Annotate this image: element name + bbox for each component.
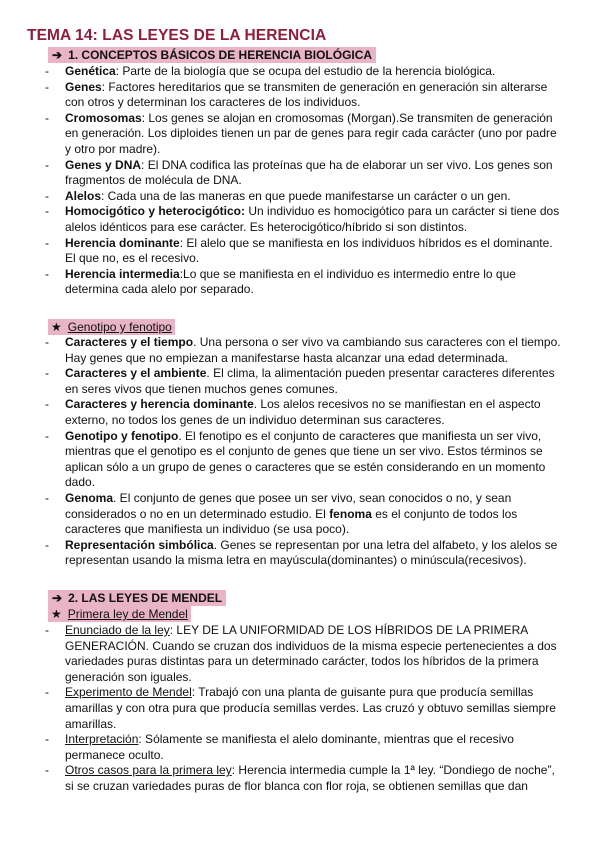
subsection-heading-genotipo (48, 319, 175, 335)
star-icon: ★ (51, 320, 62, 334)
mendel-list (45, 623, 565, 795)
concepts-list (45, 64, 565, 298)
document-title: TEMA 14: LAS LEYES DE LA HERENCIA (27, 27, 327, 44)
section-heading-1 (48, 47, 376, 63)
list-item: - Homocigótico y heterocigótico: Un individuo es homocigótico para un carácter si tiene dos alelos idénticos para ese carácter. Es heterocigótico/híbrido si son distintos. (45, 204, 560, 234)
list-item: - Caracteres y el tiempo. Una persona o ser vivo va cambiando sus caracteres con el tiempo. Hay genes que no empiezan a manifestarse hasta alcanzar una edad determinada. (45, 335, 561, 365)
list-item: - Genoma. El conjunto de genes que posee un ser vivo, sean conocidos o no, y sean considerados o no en un determinado estudio. El fenoma es el conjunto de todos los caracteres que manifiesta un individuo (se usa poco). (45, 490, 518, 537)
list-item: - Genes: Factores hereditarios que se transmiten de generación en generación sin alterarse con otros y determinan los caracteres de los individuos. (45, 79, 548, 110)
list-item: - Herencia dominante: El alelo que se manifiesta en los individuos híbridos es el dominante. El que no, es el recesivo. (45, 235, 553, 266)
list-item: - Genes y DNA: El DNA codifica las proteínas que ha de elaborar un ser vivo. Los genes son fragmentos de molécula de DNA. (45, 157, 553, 188)
list-item: - Herencia intermedia:Lo que se manifiesta en el individuo es intermedio entre lo que determina cada alelo por separado. (45, 266, 516, 297)
section-heading-2 (48, 590, 226, 606)
list-item: - Otros casos para la primera ley: Herencia intermedia cumple la 1ª ley. “Dondiego de noche”, si se cruzan variedades puras de flor blanca con flor roja, se obtienen semillas que dan (45, 763, 555, 793)
list-item: - Experimento de Mendel: Trabajó con una planta de guisante pura que producía semillas amarillas y con otra pura que producía semillas verdes. Las cruzó y obtuvo semillas siempre amarillas. (45, 685, 556, 731)
arrow-icon: ➔ (52, 48, 63, 62)
genotipo-list (45, 335, 565, 569)
list-item: - Enunciado de la ley: LEY DE LA UNIFORMIDAD DE LOS HÍBRIDOS DE LA PRIMERA GENERACIÓN. Cuando se cruzan dos individuos de la misma especie pertenecientes a dos variedades puras distintas para un determinado carácter, todos los híbridos de la primera generación son iguales. (45, 623, 557, 684)
subsection-heading-label: Primera ley de Mendel (67, 607, 188, 621)
subsection-heading-label: Genotipo y fenotipo (67, 320, 172, 334)
list-item: - Alelos: Cada una de las maneras en que puede manifestarse un carácter o un gen. (45, 188, 511, 203)
list-item: - Representación simbólica. Genes se representan por una letra del alfabeto, y los alelos se representan usando la misma letra en mayúscula(dominantes) o minúscula(recesivos). (45, 537, 558, 568)
section-heading-2-label: 2. LAS LEYES DE MENDEL (68, 591, 223, 605)
list-item: - Caracteres y herencia dominante. Los alelos recesivos no se manifiestan en el aspecto externo, no todos los genes de un individuo determinan sus caracteres. (45, 397, 541, 427)
list-item: - Caracteres y el ambiente. El clima, la alimentación pueden presentar caracteres diferentes en seres vivos que tienen muchos genes comunes. (45, 366, 555, 396)
list-item: - Cromosomas: Los genes se alojan en cromosomas (Morgan).Se transmiten de generación en generación. Los diploides tienen un par de genes para regir cada carácter (uno por padre y otro por madre). (45, 110, 557, 156)
star-icon: ★ (51, 607, 62, 621)
list-item: - Genotipo y fenotipo. El fenotipo es el conjunto de caracteres que manifiesta un ser vivo, mientras que el genotipo es el conjunto de genes que tiene un ser vivo. Estos términos se aplican sólo a un grupo de genes o caracteres que se estén considerando en un momento dado. (45, 428, 546, 490)
subsection-heading-primera-ley (48, 606, 191, 622)
list-item: - Interpretación: Sólamente se manifiesta el alelo dominante, mientras que el recesivo permanece oculto. (45, 732, 514, 762)
section-heading-1-label: 1. CONCEPTOS BÁSICOS DE HERENCIA BIOLÓGICA (68, 48, 373, 62)
arrow-icon: ➔ (52, 591, 63, 605)
list-item: - Genética: Parte de la biología que se ocupa del estudio de la herencia biológica. (45, 64, 496, 78)
